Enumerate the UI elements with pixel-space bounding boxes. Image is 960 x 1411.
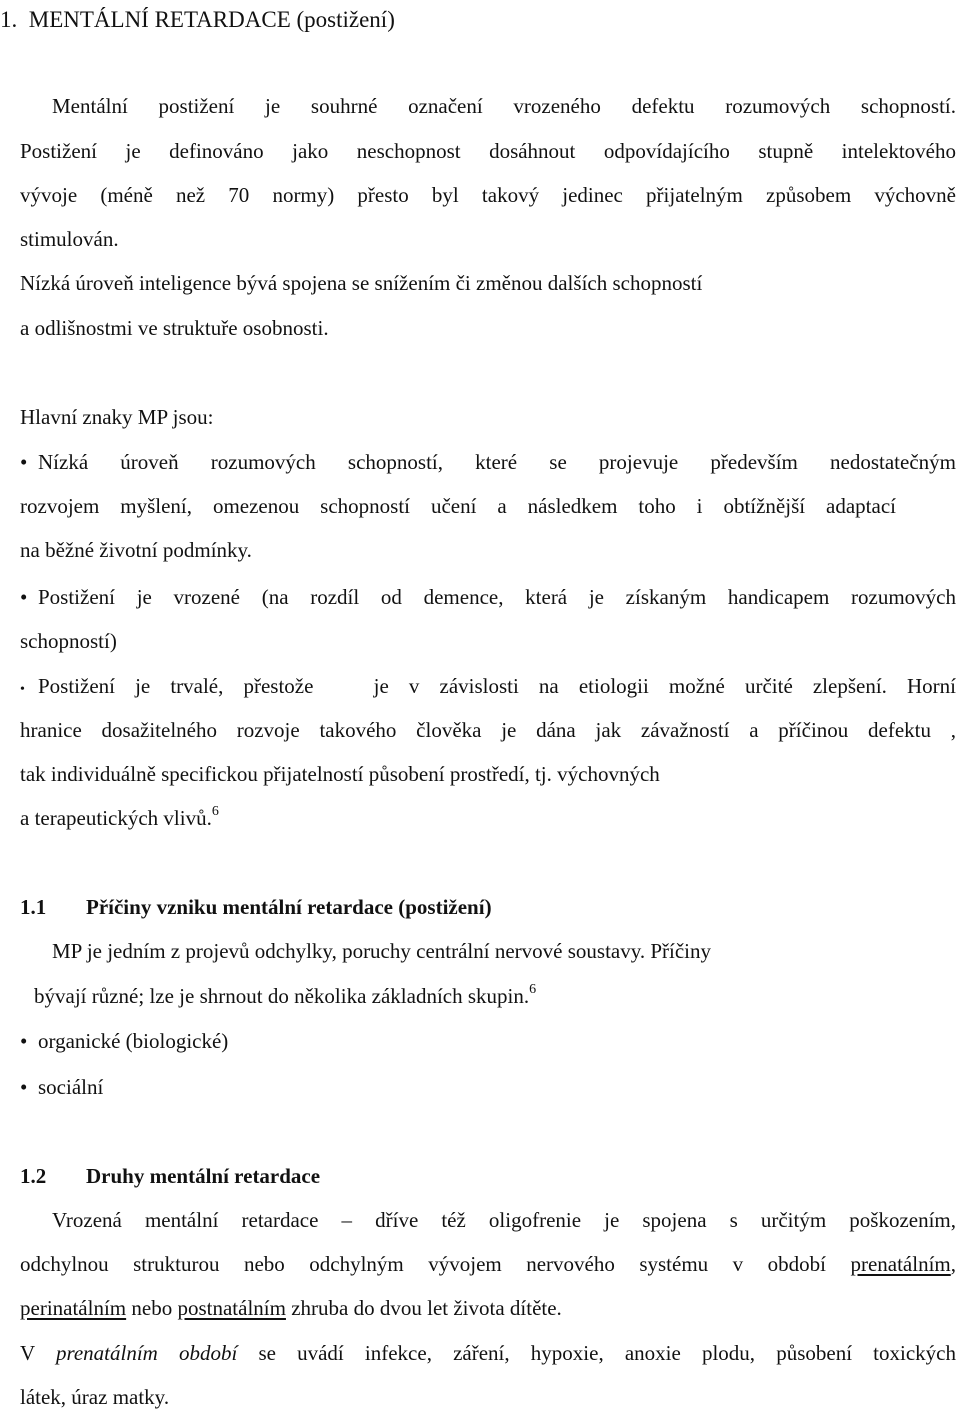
section-1-1-line-2 <box>34 982 537 1008</box>
section-1-2-line-2 <box>20 1254 956 1275</box>
section-1-2-line-5: látek, úraz matky. <box>20 1385 170 1409</box>
bullet-item-3-line-1 <box>20 676 956 697</box>
bullet-icon: • <box>20 450 28 474</box>
footnote-ref: 6 <box>529 982 537 997</box>
intro-line-5: Nízká úroveň inteligence bývá spojena se snížením či změnou dalších schopností <box>20 271 703 295</box>
intro-line-3: vývoje (méně než 70 normy) přesto byl takový jedinec přijatelným způsobem výchovně <box>20 183 956 207</box>
bullet-2-text: Postižení je vrozené (na rozdíl od demence, která je získaným handicapem rozumových <box>38 585 956 609</box>
section-heading-1-1 <box>20 897 492 918</box>
bullet-icon: • <box>20 682 25 697</box>
intro-line-6: a odlišnostmi ve struktuře osobnosti. <box>20 316 329 340</box>
bullet-item-2-line-2: schopností) <box>20 629 117 653</box>
section-heading-1-2 <box>20 1166 320 1187</box>
chapter-heading: 1. MENTÁLNÍ RETARDACE (postižení) <box>0 7 395 32</box>
italic-term: prenatálním období <box>55 1341 238 1365</box>
bullet-item-1-line-2: rozvojem myšlení, omezenou schopností učení a následkem toho i obtížnější adaptací <box>20 494 896 518</box>
text-span: se uvádí infekce, záření, hypoxie, anoxie plodu, působení toxických <box>237 1341 956 1365</box>
bullet-3-text: Postižení je trvalé, přestože je v závislosti na etiologii možné určité zlepšení. Horní <box>38 674 956 698</box>
section-1-2-line-1: Vrozená mentální retardace – dříve též oligofrenie je spojena s určitým poškozením, <box>52 1208 956 1232</box>
bullet-icon: • <box>20 1075 28 1099</box>
list-item <box>20 1031 228 1052</box>
bullet-item-3-line-3: tak individuálně specifickou přijatelností působení prostředí, tj. výchovných <box>20 762 660 786</box>
bullet-item-1-line-1 <box>20 452 956 473</box>
section-1-1-line-1: MP je jedním z projevů odchylky, poruchy centrální nervové soustavy. Příčiny <box>52 939 712 963</box>
bullet-icon: • <box>20 1029 28 1053</box>
text-span: zhruba do dvou let života dítěte. <box>285 1296 562 1320</box>
section-title: Druhy mentální retardace <box>86 1164 321 1188</box>
list-item-text: organické (biologické) <box>38 1029 229 1053</box>
section-1-2-line-3 <box>20 1298 562 1319</box>
list-item <box>20 1077 103 1098</box>
intro-line-1: Mentální postižení je souhrné označení vrozeného defektu rozumových schopností. <box>52 94 956 118</box>
text-span: nebo <box>126 1296 178 1320</box>
signs-title: Hlavní znaky MP jsou: <box>20 405 214 429</box>
underlined-term: perinatálním <box>20 1296 127 1320</box>
bullet-icon: • <box>20 585 28 609</box>
text-span: , <box>950 1252 956 1276</box>
section-title: Příčiny vzniku mentální retardace (postižení) <box>86 895 492 919</box>
bullet-item-3-line-2: hranice dosažitelného rozvoje takového člověka je dána jak závažností a příčinou defektu , <box>20 718 956 742</box>
bullet-item-3-line-4 <box>20 804 219 830</box>
text-span: odchylnou strukturou nebo odchylným vývojem nervového systému v období <box>20 1252 851 1276</box>
text-span: V <box>20 1341 56 1365</box>
section-1-2-line-4 <box>20 1343 956 1364</box>
footnote-ref: 6 <box>211 804 219 819</box>
bullet-3-text-end: a terapeutických vlivů. <box>20 806 212 830</box>
list-item-text: sociální <box>38 1075 104 1099</box>
section-1-1-text: bývají různé; lze je shrnout do několika základních skupin. <box>34 984 530 1008</box>
bullet-1-text: Nízká úroveň rozumových schopností, které se projevuje především nedostatečným <box>38 450 956 474</box>
bullet-item-1-line-3: na běžné životní podmínky. <box>20 538 252 562</box>
intro-line-2: Postižení je definováno jako neschopnost dosáhnout odpovídajícího stupně intelektového <box>20 139 956 163</box>
underlined-term: prenatálním <box>850 1252 951 1276</box>
section-number: 1.2 <box>20 1164 47 1188</box>
section-number: 1.1 <box>20 895 47 919</box>
underlined-term: postnatálním <box>177 1296 286 1320</box>
intro-line-4: stimulován. <box>20 227 119 251</box>
bullet-item-2-line-1 <box>20 587 956 608</box>
